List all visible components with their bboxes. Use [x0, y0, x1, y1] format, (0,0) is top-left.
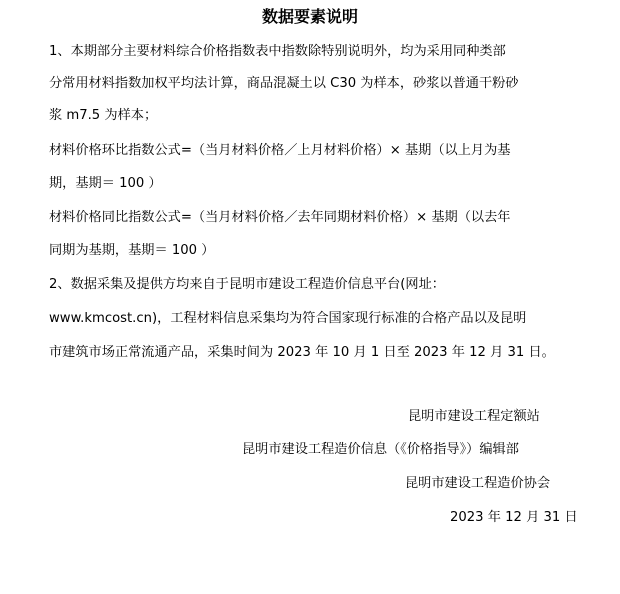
paragraph-line: 市建筑市场正常流通产品，采集时间为 2023 年 10 月 1 日至 2023 年 12 月 31 日。 [49, 345, 555, 360]
signature-org-quota-station: 昆明市建设工程定额站 [408, 409, 540, 424]
paragraph-line: 浆 m7.5 为样本； [49, 108, 158, 123]
paragraph-line: 分常用材料指数加权平均法计算，商品混凝土以 C30 为样本，砂浆以普通干粉砂 [49, 76, 519, 91]
signature-date: 2023 年 12 月 31 日 [450, 510, 578, 525]
paragraph-line: www.kmcost.cn)，工程材料信息采集均为符合国家现行标准的合格产品以及昆明 [49, 311, 527, 326]
signature-org-editorial: 昆明市建设工程造价信息（《价格指导》）编辑部 [242, 442, 519, 457]
paragraph-line: 材料价格同比指数公式=（当月材料价格／去年同期材料价格）× 基期（以去年 [49, 210, 511, 225]
signature-org-association: 昆明市建设工程造价协会 [405, 476, 551, 491]
paragraph-line: 材料价格环比指数公式=（当月材料价格／上月材料价格）× 基期（以上月为基 [49, 143, 511, 158]
document-title: 数据要素说明 [261, 7, 358, 26]
paragraph-line: 1、本期部分主要材料综合价格指数表中指数除特别说明外，均为采用同种类部 [49, 44, 506, 59]
paragraph-line: 同期为基期，基期＝ 100 ） [49, 243, 215, 258]
paragraph-line: 期，基期＝ 100 ） [49, 176, 162, 191]
paragraph-line: 2、数据采集及提供方均来自于昆明市建设工程造价信息平台(网址： [49, 277, 445, 292]
